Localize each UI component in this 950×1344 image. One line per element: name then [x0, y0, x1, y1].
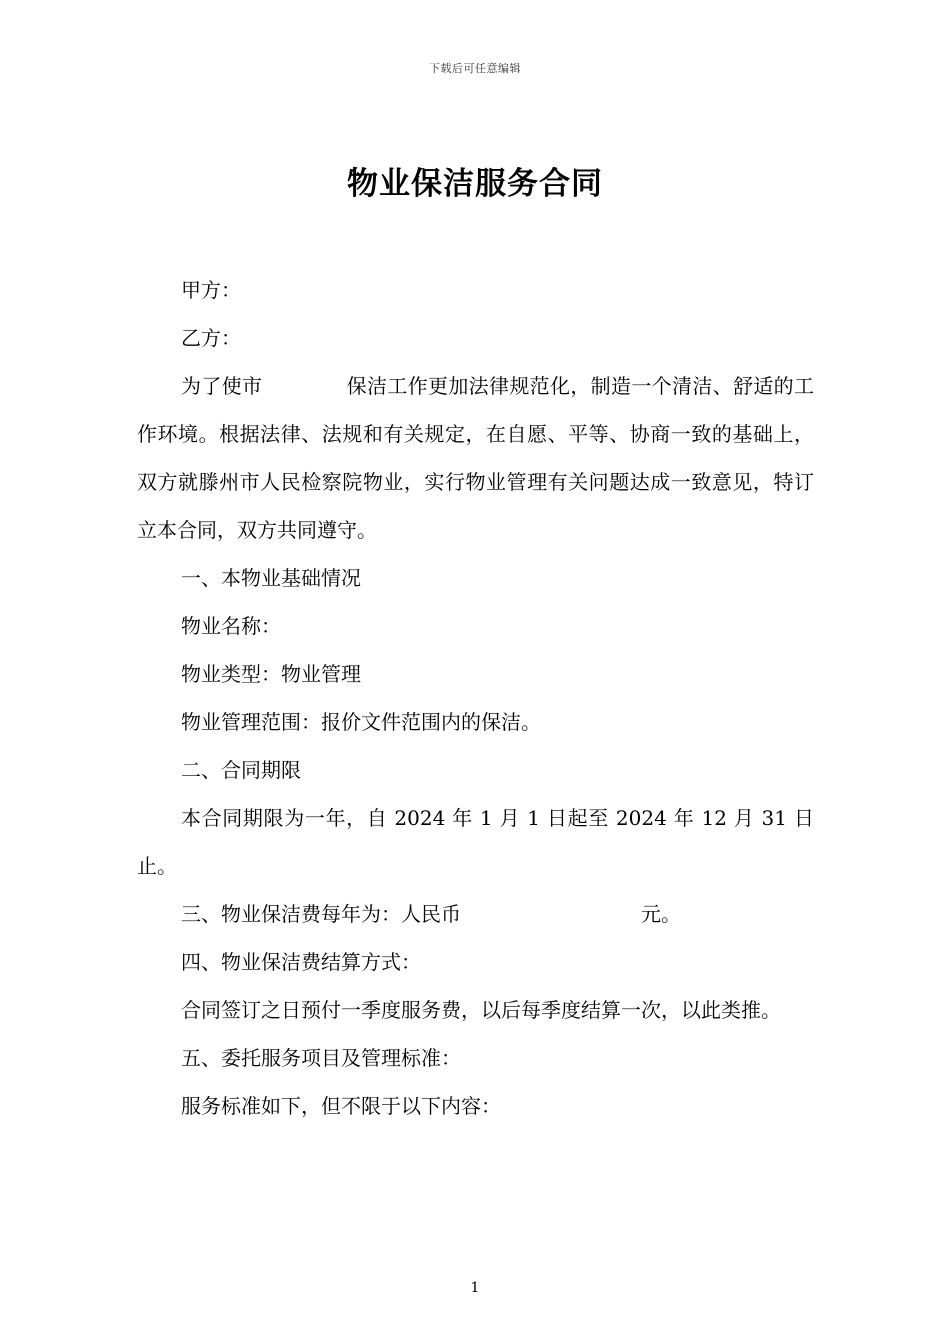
section4-heading: 四、物业保洁费结算方式： [181, 950, 421, 974]
party-a-line: 甲方： [181, 278, 241, 302]
section3-line [137, 890, 814, 938]
document-title: 物业保洁服务合同 [347, 166, 603, 202]
page-number: 1 [470, 1280, 480, 1296]
fee-unit: 元。 [641, 902, 681, 926]
document-body [137, 266, 814, 1130]
intro-text-rest: 保洁工作更加法律规范化，制造一个清洁、舒适的工作环境。根据法律、法规和有关规定，在自愿、平等、协商一致的基础上，双方就滕州市人民检察院物业，实行物业管理有关问题达成一致意见，特订立本合同，双方共同遵守。 [137, 374, 815, 542]
intro-paragraph [137, 362, 814, 554]
service-standard-line: 服务标准如下，但不限于以下内容： [181, 1094, 501, 1118]
fee-label: 三、物业保洁费每年为：人民币 [181, 902, 461, 926]
intro-text-start: 为了使市 [181, 374, 263, 398]
property-name-line: 物业名称： [181, 614, 281, 638]
party-b-line: 乙方： [181, 326, 241, 350]
property-scope-line: 物业管理范围：报价文件范围内的保洁。 [181, 710, 541, 734]
section2-heading: 二、合同期限 [181, 758, 301, 782]
payment-method-paragraph: 合同签订之日预付一季度服务费，以后每季度结算一次，以此类推。 [181, 998, 781, 1022]
header-note: 下载后可任意编辑 [429, 62, 521, 75]
section1-heading: 一、本物业基础情况 [181, 566, 361, 590]
section5-heading: 五、委托服务项目及管理标准： [181, 1046, 461, 1070]
property-type-line: 物业类型：物业管理 [181, 662, 361, 686]
contract-term-paragraph: 本合同期限为一年，自 2024 年 1 月 1 日起至 2024 年 12 月 31 日止。 [137, 806, 814, 878]
